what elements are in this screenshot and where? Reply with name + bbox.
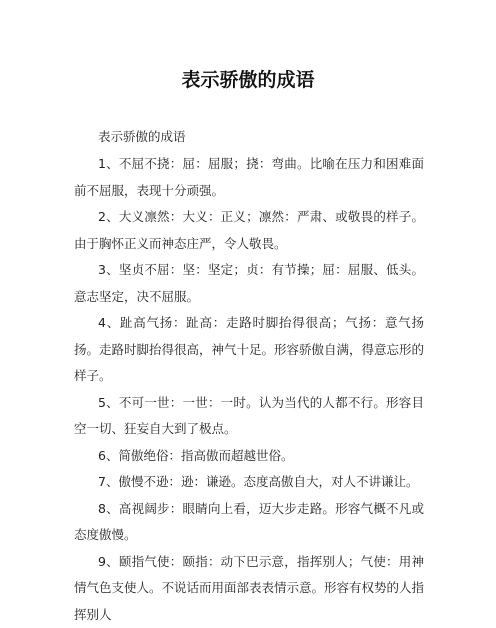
document-title: 表示骄傲的成语 bbox=[0, 66, 496, 94]
idiom-entry: 7、傲慢不逊：逊：谦逊。态度高傲自大，对人不讲谦让。 bbox=[74, 469, 424, 496]
idiom-entry: 2、大义凛然：大义：正义；凛然：严肃、或敬畏的样子。由于胸怀正义而神态庄严，令人敬畏。 bbox=[74, 204, 424, 257]
idiom-entry: 6、简傲绝俗：指高傲而超越世俗。 bbox=[74, 443, 424, 470]
idiom-entry: 1、不屈不挠：屈：屈服；挠：弯曲。比喻在压力和困难面前不屈服，表现十分顽强。 bbox=[74, 151, 424, 204]
idiom-list bbox=[74, 151, 424, 628]
idiom-entry: 4、趾高气扬：趾高：走路时脚抬得很高；气扬：意气扬扬。走路时脚抬得很高，神气十足。形容骄傲自满，得意忘形的样子。 bbox=[74, 310, 424, 390]
document-subtitle: 表示骄傲的成语 bbox=[98, 128, 186, 146]
idiom-entry: 9、颐指气使：颐指：动下巴示意，指挥别人；气使：用神情气色支使人。不说话而用面部表表情示意。形容有权势的人指挥别人 bbox=[74, 549, 424, 628]
idiom-entry: 8、高视阔步：眼睛向上看，迈大步走路。形容气概不凡或态度傲慢。 bbox=[74, 496, 424, 549]
idiom-entry: 3、坚贞不屈：坚：坚定；贞：有节操；屈：屈服、低头。意志坚定，决不屈服。 bbox=[74, 257, 424, 310]
idiom-entry: 5、不可一世：一世：一时。认为当代的人都不行。形容目空一切、狂妄自大到了极点。 bbox=[74, 390, 424, 443]
